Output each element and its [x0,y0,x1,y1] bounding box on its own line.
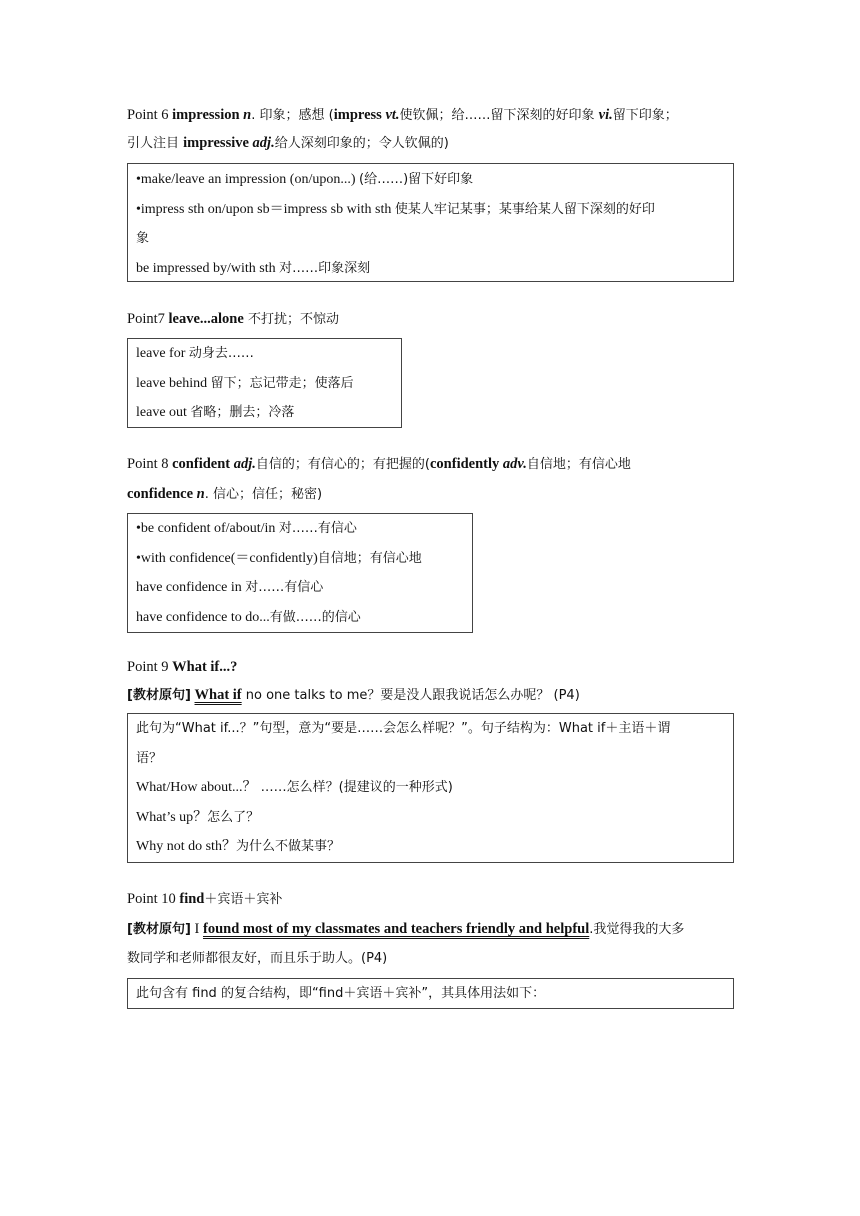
keyword: impress [333,107,382,123]
sentence-rest: .我觉得我的大多 [589,922,685,937]
point-number: Point 8 [127,456,173,472]
part-of-speech: n [193,486,205,502]
point7-heading [127,304,733,335]
usage-en: have confidence to do... [136,609,270,625]
usage-cn: 语？ [136,750,163,766]
usage-en: be impressed by/with sth [136,260,280,276]
usage-en: have confidence in [136,580,246,595]
keyword: confidence [127,486,194,502]
usage-line [136,224,725,254]
meaning: 引人注目 [127,136,184,151]
usage-en: leave for [136,346,189,361]
usage-cn: 为什么不做某事？ [235,839,340,854]
point-number: Point 6 [127,107,173,123]
underlined-phrase: found most of my classmates and teachers friendly and helpful [202,921,590,937]
point10-original-sentence-line1 [127,914,733,945]
point-number: Point 9 [127,659,173,675]
meaning: 使钦佩；给……留下深刻的好印象 [399,108,599,123]
point8-heading-line1 [127,449,733,480]
usage-en: What/How about...？ [136,780,257,795]
meaning: . 印象；感想 ( [251,108,334,123]
usage-line [136,398,393,428]
usage-cn: 此句含有 find 的复合结构，即“find＋宾语＋宾补”，其具体用法如下： [136,986,546,1001]
meaning: 不打扰；不惊动 [243,312,339,327]
point10-heading [127,884,733,915]
point8-heading-line2 [127,479,733,510]
sentence-rest: no one talks to me？要是没人跟我说话怎么办呢？ (P4) [241,688,580,703]
keyword: confidently [429,456,500,472]
keyword: What if...? [172,659,238,675]
part-of-speech: n [239,107,252,123]
usage-en: leave behind [136,375,211,391]
point9-original-sentence [127,680,733,711]
part-of-speech: adj. [248,135,275,151]
usage-line [136,744,725,774]
keyword: find [179,891,205,907]
part-of-speech: adj. [230,456,256,472]
meaning: 自信地；有信心地 [526,457,631,472]
usage-en: What’s up？ [136,809,208,825]
sentence-start: I [190,921,203,937]
usage-line [136,832,725,862]
usage-line [136,773,725,803]
part-of-speech: vi. [598,107,613,123]
usage-line [136,573,464,603]
usage-en: leave out [136,405,191,420]
usage-en: •impress sth on/upon sb＝impress sb with sth [136,201,395,217]
usage-line [136,979,725,1009]
point-number: Point 10 [127,891,180,907]
usage-cn: 自信地；有信心地 [317,550,422,566]
point9-heading [127,652,733,682]
point10-usage-box [127,978,734,1009]
usage-line [136,165,725,195]
keyword: leave...alone [168,311,244,327]
underlined-phrase: What if [194,687,242,703]
usage-line [136,195,725,225]
usage-line [136,254,725,284]
meaning: ＋宾语＋宾补 [204,892,283,907]
usage-cn: 动身去…… [188,346,254,361]
keyword: impression [172,107,240,123]
usage-en: Why not do sth？ [136,839,236,854]
usage-cn: 象 [136,231,150,246]
usage-en: •with confidence(＝confidently) [136,550,318,566]
usage-cn: 省略；删去；冷落 [190,405,295,420]
usage-en: •be confident of/about/in [136,521,279,536]
usage-cn: ……怎么样？(提建议的一种形式) [256,780,453,795]
textbook-tag: [教材原句] [127,922,191,937]
usage-cn: 怎么了？ [207,809,260,825]
point9-usage-box [127,713,734,863]
usage-cn: 对……有信心 [278,521,357,536]
usage-cn: 有做……的信心 [269,609,361,625]
usage-line [136,369,393,399]
part-of-speech: vt. [381,107,400,123]
usage-line [136,714,725,744]
point10-original-sentence-line2 [127,943,733,974]
usage-en: •make/leave an impression (on/upon...) [136,172,360,187]
part-of-speech: adv. [499,456,527,472]
usage-cn: 对……印象深刻 [279,260,371,276]
usage-cn: 对……有信心 [245,580,324,595]
usage-line [136,544,464,574]
point-number: Point7 [127,311,169,327]
usage-cn: 留下；忘记带走；使落后 [210,375,354,391]
usage-cn: 使某人牢记某事；某事给某人留下深刻的好印 [394,201,655,217]
usage-line [136,603,464,633]
textbook-tag: [教材原句] [127,688,191,703]
keyword: impressive [183,135,249,151]
meaning: 给人深刻印象的；令人钦佩的) [274,136,449,151]
usage-line [136,803,725,833]
meaning: . 信心；信任；秘密) [204,487,323,502]
keyword: confident [172,456,231,472]
meaning: 留下印象； [612,108,678,123]
point8-usage-box [127,513,473,633]
usage-line [136,339,393,369]
point7-usage-box [127,338,402,428]
point6-heading-line2 [127,128,733,159]
sentence-translation: 数同学和老师都很友好，而且乐于助人。(P4) [127,951,388,966]
usage-line [136,514,464,544]
usage-cn: (给……)留下好印象 [359,172,474,187]
point6-usage-box [127,163,734,282]
point6-heading-line1 [127,100,733,131]
meaning: 自信的；有信心的；有把握的( [255,457,430,472]
usage-cn: 此句为“What if...？”句型，意为“要是……会怎么样呢？”。句子结构为：What if＋主语＋谓 [136,721,671,736]
